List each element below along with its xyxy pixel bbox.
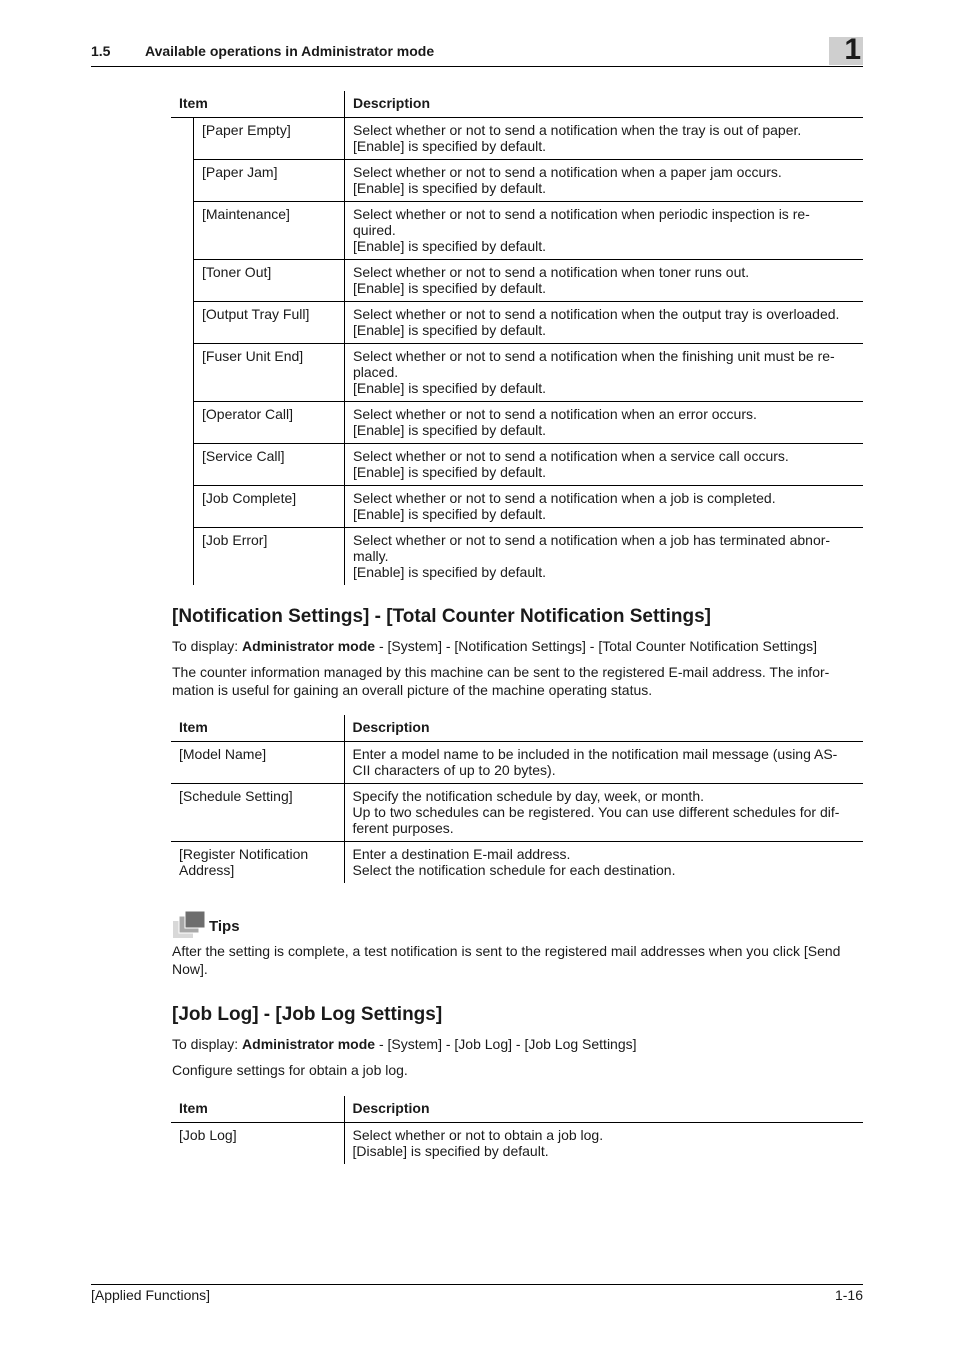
text-line: [Enable] is specified by default.: [353, 280, 547, 296]
text-line: [Enable] is specified by default.: [353, 506, 547, 522]
table-row: [171, 302, 863, 344]
column-header-description: Description: [345, 91, 864, 118]
item-cell: [Job Error]: [194, 528, 345, 586]
text-line: Select whether or not to obtain a job log.: [352, 1127, 604, 1143]
section-heading-job-log: [Job Log] - [Job Log Settings]: [172, 1004, 443, 1025]
table-row: [171, 742, 863, 784]
table-header-row: [171, 1096, 863, 1123]
tips-text: After the setting is complete, a test notification is sent to the registered mail addresses when you click [Send Now].: [172, 943, 841, 977]
description-cell: [345, 528, 864, 586]
text-line: [Schedule Setting]: [179, 788, 293, 804]
table-row: [171, 344, 863, 402]
text-line: Select whether or not to send a notification when a service call occurs.: [353, 448, 789, 464]
to-display-menu-path: - [System] - [Job Log] - [Job Log Settings]: [375, 1036, 637, 1052]
indent-cell: [171, 118, 194, 160]
item-cell: [Fuser Unit End]: [194, 344, 345, 402]
notification-events-table: [171, 91, 863, 585]
text-line: [Disable] is specified by default.: [352, 1143, 549, 1159]
item-cell: [Output Tray Full]: [194, 302, 345, 344]
column-header-description: Description: [344, 715, 863, 742]
text-line: placed.: [353, 364, 399, 380]
text-line: mally.: [353, 548, 389, 564]
item-cell: [171, 1123, 344, 1165]
table-row: [171, 1123, 863, 1165]
to-display-prefix: To display:: [172, 638, 243, 654]
text-line: [Enable] is specified by default.: [353, 138, 547, 154]
text-line: Select whether or not to send a notification when the finishing unit must be re-: [353, 348, 835, 364]
item-cell: [171, 742, 344, 784]
text-line: Enter a destination E-mail address.: [352, 846, 571, 862]
description-cell: [345, 118, 864, 160]
indent-cell: [171, 528, 194, 586]
text-line: Select whether or not to send a notification when the output tray is overloaded.: [353, 306, 840, 322]
chapter-tab: [829, 33, 863, 66]
table-row: [171, 486, 863, 528]
text-line: Enter a model name to be included in the notification mail message (using AS-: [352, 746, 838, 762]
table-header-row: [171, 91, 863, 118]
text-line: Select whether or not to send a notification when a job has terminated abnor-: [353, 532, 831, 548]
column-header-description: Description: [344, 1096, 863, 1123]
text-line: Up to two schedules can be registered. You can use different schedules for dif-: [352, 804, 840, 820]
indent-cell: [171, 486, 194, 528]
table-row: [171, 402, 863, 444]
text-line: [Register Notification: [179, 846, 309, 862]
text-line: Select the notification schedule for each destination.: [352, 862, 676, 878]
table-header-row: [171, 715, 863, 742]
text-line: [Enable] is specified by default.: [353, 180, 547, 196]
text-line: [Enable] is specified by default.: [353, 464, 547, 480]
text-line: Select whether or not to send a notification when a paper jam occurs.: [353, 164, 782, 180]
description-cell: [345, 202, 864, 260]
item-cell: [Operator Call]: [194, 402, 345, 444]
table-row: [171, 842, 863, 884]
text-line: ferent purposes.: [352, 820, 454, 836]
table-row: [171, 202, 863, 260]
page-footer: [91, 1284, 863, 1303]
section-intro: Configure settings for obtain a job log.: [172, 1062, 408, 1078]
item-cell: [Maintenance]: [194, 202, 345, 260]
indent-cell: [171, 202, 194, 260]
description-cell: [345, 486, 864, 528]
table-row: [171, 160, 863, 202]
table-row: [171, 784, 863, 842]
description-cell: [344, 742, 863, 784]
text-line: [Enable] is specified by default.: [353, 380, 547, 396]
footer-manual-title: [Applied Functions]: [91, 1287, 211, 1303]
description-cell: [344, 842, 863, 884]
text-line: Select whether or not to send a notification when an error occurs.: [353, 406, 757, 422]
text-line: [Enable] is specified by default.: [353, 322, 547, 338]
description-cell: [345, 302, 864, 344]
text-line: Select whether or not to send a notification when the tray is out of paper.: [353, 122, 802, 138]
page-number: 1-16: [834, 1287, 863, 1303]
table-row: [171, 260, 863, 302]
column-header-item: Item: [171, 91, 345, 118]
item-cell: [Paper Empty]: [194, 118, 345, 160]
text-line: [Model Name]: [179, 746, 267, 762]
text-line: Select whether or not to send a notification when a job is completed.: [353, 490, 776, 506]
text-line: Address]: [179, 862, 235, 878]
text-line: CII characters of up to 20 bytes).: [352, 762, 556, 778]
text-line: [Enable] is specified by default.: [353, 564, 547, 580]
to-display-path: [172, 1035, 864, 1053]
section-intro: The counter information managed by this machine can be sent to the registered E-mail address. The infor-mation is useful for gaining an overall picture of the machine operating status.: [172, 664, 830, 698]
to-display-path: [172, 637, 864, 655]
text-line: Select whether or not to send a notification when toner runs out.: [353, 264, 750, 280]
table-row: [171, 118, 863, 160]
section-number: 1.5: [91, 43, 111, 59]
item-cell: [Paper Jam]: [194, 160, 345, 202]
table-row: [171, 528, 863, 586]
to-display-prefix: To display:: [172, 1036, 243, 1052]
indent-cell: [171, 344, 194, 402]
item-cell: [Job Complete]: [194, 486, 345, 528]
to-display-mode: Administrator mode: [242, 1036, 376, 1052]
text-line: [Enable] is specified by default.: [353, 422, 547, 438]
to-display-menu-path: - [System] - [Notification Settings] - [Total Counter Notification Settings]: [375, 638, 818, 654]
description-cell: [345, 344, 864, 402]
column-header-item: Item: [171, 715, 344, 742]
item-cell: [Toner Out]: [194, 260, 345, 302]
total-counter-table: [171, 715, 863, 883]
indent-cell: [171, 444, 194, 486]
item-cell: [Service Call]: [194, 444, 345, 486]
description-cell: [345, 260, 864, 302]
table-row: [171, 444, 863, 486]
indent-cell: [171, 260, 194, 302]
column-header-item: Item: [171, 1096, 344, 1123]
text-line: Select whether or not to send a notification when periodic inspection is re-: [353, 206, 810, 222]
to-display-mode: Administrator mode: [242, 638, 376, 654]
section-heading-total-counter: [Notification Settings] - [Total Counter Notification Settings]: [172, 606, 711, 627]
description-cell: [345, 160, 864, 202]
indent-cell: [171, 302, 194, 344]
text-line: [Enable] is specified by default.: [353, 238, 547, 254]
tips-icon: [173, 911, 207, 939]
description-cell: [344, 1123, 863, 1165]
text-line: Specify the notification schedule by day, week, or month.: [352, 788, 704, 804]
indent-cell: [171, 402, 194, 444]
item-cell: [171, 784, 344, 842]
chapter-number: 1: [844, 33, 861, 66]
indent-cell: [171, 160, 194, 202]
job-log-table: [171, 1096, 863, 1164]
page-header: [91, 33, 863, 67]
description-cell: [345, 444, 864, 486]
section-title: Available operations in Administrator mode: [145, 43, 435, 59]
text-line: [Job Log]: [179, 1127, 237, 1143]
description-cell: [345, 402, 864, 444]
item-cell: [171, 842, 344, 884]
description-cell: [344, 784, 863, 842]
text-line: quired.: [353, 222, 396, 238]
tips-label: Tips: [209, 918, 240, 935]
